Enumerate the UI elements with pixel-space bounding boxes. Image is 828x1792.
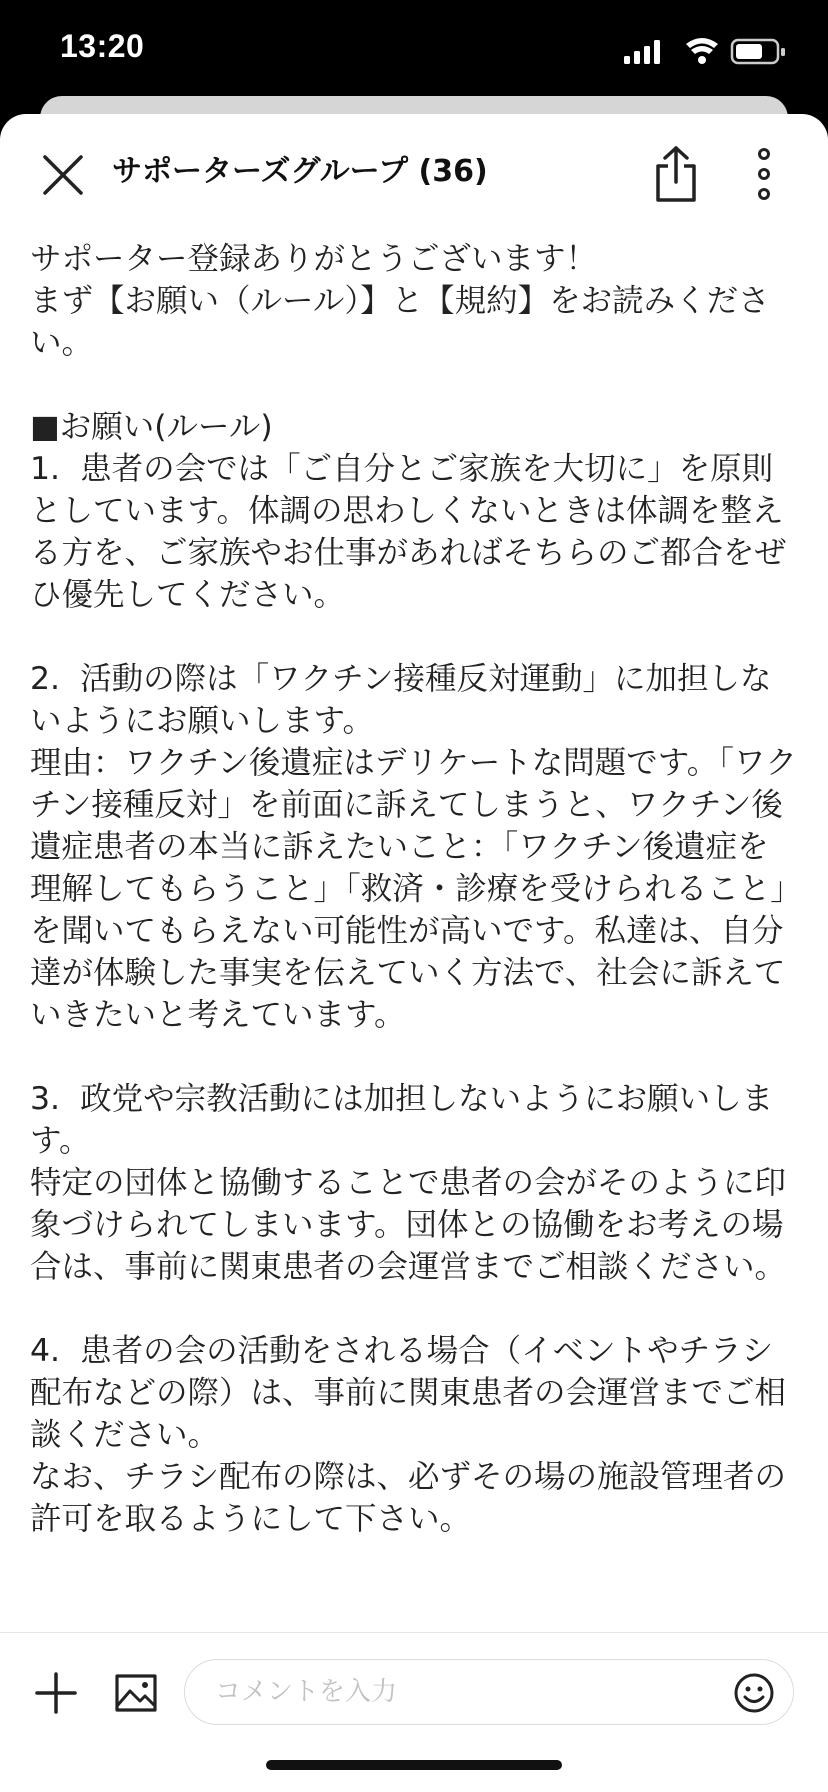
status-bar	[0, 0, 828, 100]
post-header	[0, 114, 828, 230]
status-icons	[620, 36, 790, 66]
group-title: サポーターズグループ (36)	[112, 154, 488, 189]
battery-icon	[732, 40, 785, 63]
share-icon[interactable]	[652, 144, 700, 204]
smiley-icon[interactable]	[733, 1672, 775, 1714]
wifi-icon	[686, 38, 718, 64]
signal-icon	[624, 40, 660, 64]
close-icon[interactable]	[40, 152, 86, 198]
comment-input[interactable]	[215, 1660, 695, 1723]
more-vertical-icon[interactable]	[752, 148, 776, 200]
status-time: 13:20	[60, 28, 145, 64]
home-indicator[interactable]	[266, 1760, 562, 1770]
comment-field[interactable]	[184, 1659, 794, 1725]
plus-icon[interactable]	[34, 1671, 78, 1715]
post-body: サポーター登録ありがとうございます！ まず【お願い（ルール）】と【規約】をお読みください。 ■お願い(ルール) 1. 患者の会では「ご自分とご家族を大切に」を原則としています。体調の思わしくないときは体調を整える方を、ご家族やお仕事があればそちらのご都合をぜひ優先してください。 2. 活動の際は「ワクチン接種反対運動」に加担しないようにお願いします。 理由：ワクチン後遺症はデリケートな問題です。「ワクチン接種反対」を前面に訴えてしまうと、ワクチン後遺症患者の本当に訴えたいこと：「ワクチン後遺症を理解してもらうこと」「救済・診療を受けられること」を聞いてもらえない可能性が高いです。私達は、自分達が体験した事実を伝えていく方法で、社会に訴えていきたいと考えています。 3. 政党や宗教活動には加担しないようにお願いします。 特定の団体と協働することで患者の会がそのように印象づけられてしまいます。団体との協働をお考えの場合は、事前に関東患者の会運営までご相談ください。 4. 患者の会の活動をされる場合（イベントやチラシ配布などの際）は、事前に関東患者の会運営までご相談ください。 なお、チラシ配布の際は、必ずその場の施設管理者の許可を取るようにして下さい。	[30, 241, 798, 1537]
post-sheet	[0, 114, 828, 1792]
image-icon[interactable]	[114, 1671, 158, 1715]
